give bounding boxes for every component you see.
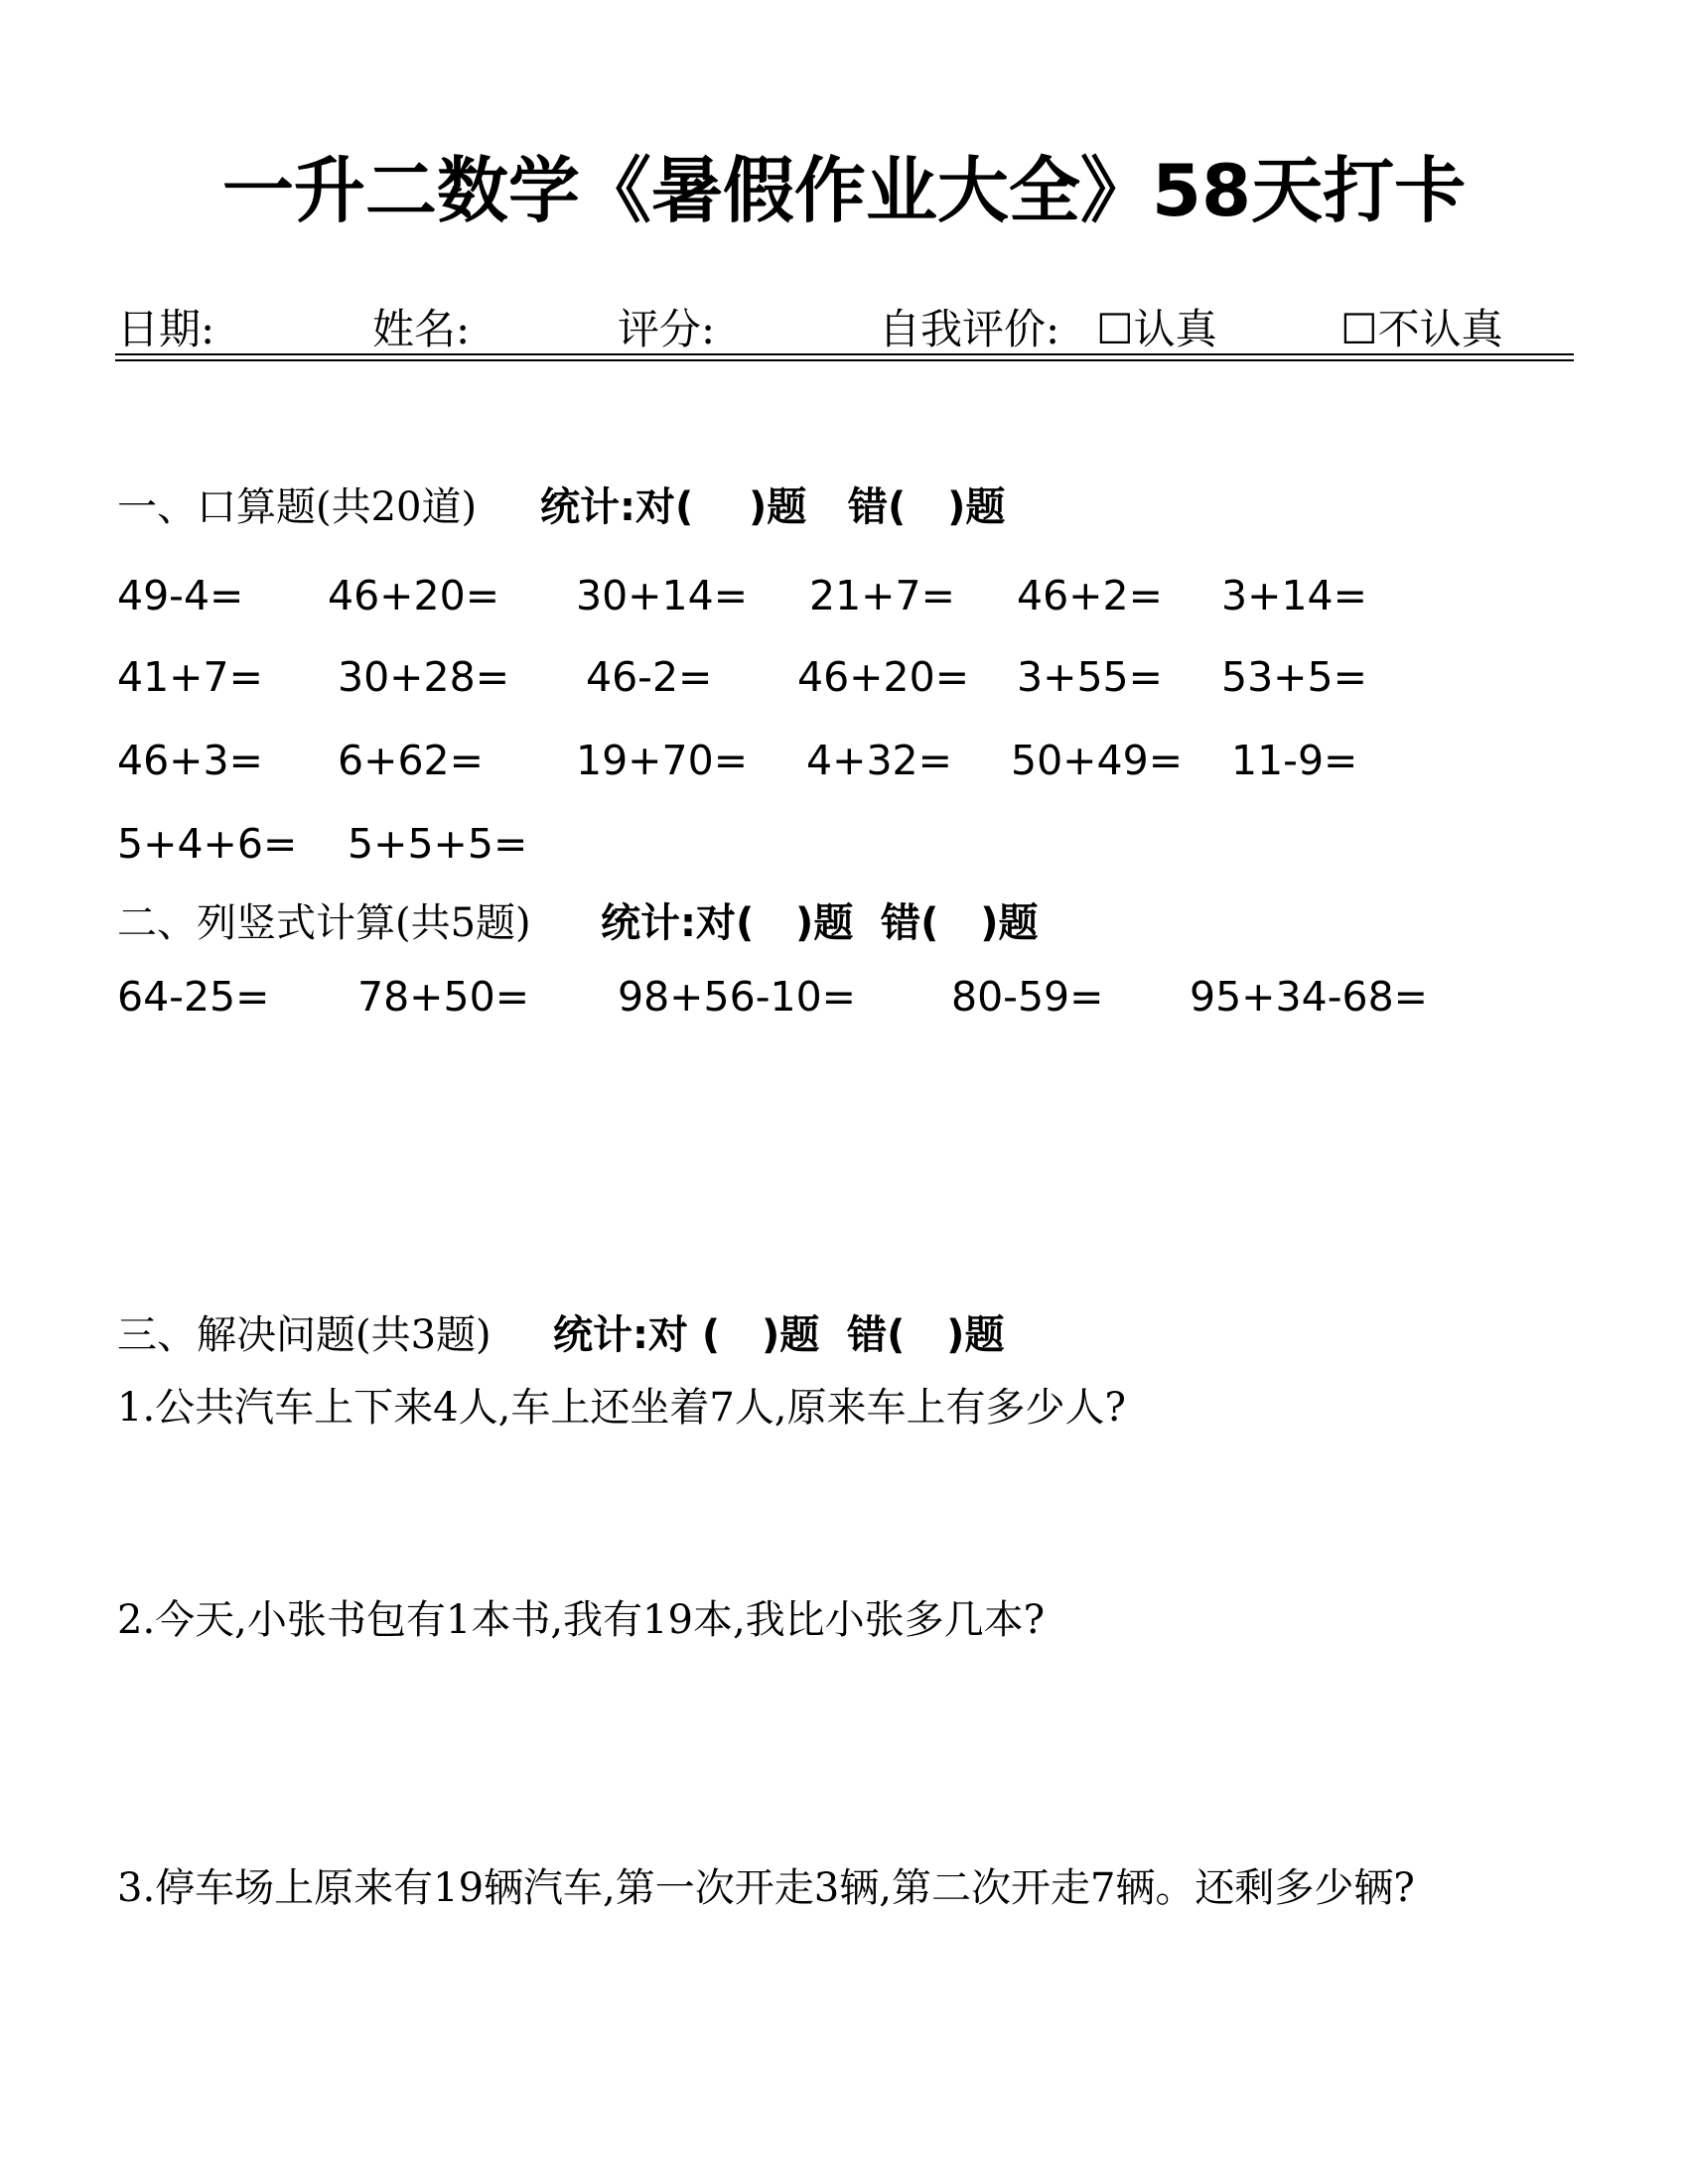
oral-problem: 41+7=: [117, 653, 263, 701]
section2-stat: 统计:对( )题 错( )题: [601, 900, 1039, 946]
oral-problem: 53+5=: [1221, 653, 1367, 701]
vertical-calc-problem: 80-59=: [951, 973, 1104, 1021]
oral-problem: 46+3=: [117, 737, 263, 784]
vertical-calc-problem: 64-25=: [117, 973, 270, 1021]
oral-problem: 5+4+6=: [117, 820, 298, 868]
word-problem: 3.停车场上原来有19辆汽车,第一次开走3辆,第二次开走7辆。还剩多少辆?: [117, 1865, 1415, 1911]
oral-problem: 46+20=: [797, 653, 970, 701]
oral-problem: 19+70=: [576, 737, 749, 784]
header-underline: [115, 353, 1574, 355]
oral-problem: 3+14=: [1221, 572, 1367, 619]
oral-problem: 46-2=: [586, 653, 713, 701]
header-underline-double: [115, 359, 1574, 361]
oral-problem: 30+14=: [576, 572, 749, 619]
name-label: 姓名:: [372, 305, 471, 353]
oral-problem: 49-4=: [117, 572, 244, 619]
section2-heading: 二、列竖式计算(共5题): [117, 900, 531, 946]
oral-problem: 5+5+5=: [348, 820, 528, 868]
section3-stat: 统计:对 ( )题 错( )题: [553, 1312, 1005, 1358]
self-eval-option-serious: ☐认真: [1096, 305, 1217, 353]
oral-problem: 6+62=: [338, 737, 484, 784]
oral-problem: 11-9=: [1231, 737, 1358, 784]
word-problem: 2.今天,小张书包有1本书,我有19本,我比小张多几本?: [117, 1597, 1046, 1643]
page-title: 一升二数学《暑假作业大全》58天打卡: [221, 149, 1467, 232]
self-eval-option-not-serious: ☐不认真: [1340, 305, 1503, 353]
date-label: 日期:: [117, 305, 215, 353]
oral-problem: 30+28=: [338, 653, 510, 701]
vertical-calc-problem: 95+34-68=: [1190, 973, 1429, 1021]
section1-stat: 统计:对( )题 错( )题: [540, 484, 1006, 530]
word-problem: 1.公共汽车上下来4人,车上还坐着7人,原来车上有多少人?: [117, 1385, 1126, 1431]
vertical-calc-problem: 78+50=: [357, 973, 530, 1021]
oral-problem: 46+20=: [328, 572, 500, 619]
oral-problem: 21+7=: [809, 572, 955, 619]
self-eval-label: 自我评价:: [879, 305, 1060, 353]
oral-problem: 3+55=: [1017, 653, 1163, 701]
oral-problem: 4+32=: [806, 737, 952, 784]
section3-heading: 三、解决问题(共3题): [117, 1312, 492, 1358]
section1-heading: 一、口算题(共20道): [117, 484, 478, 530]
oral-problem: 46+2=: [1017, 572, 1163, 619]
score-label: 评分:: [618, 305, 716, 353]
vertical-calc-problem: 98+56-10=: [618, 973, 857, 1021]
oral-problem: 50+49=: [1011, 737, 1184, 784]
